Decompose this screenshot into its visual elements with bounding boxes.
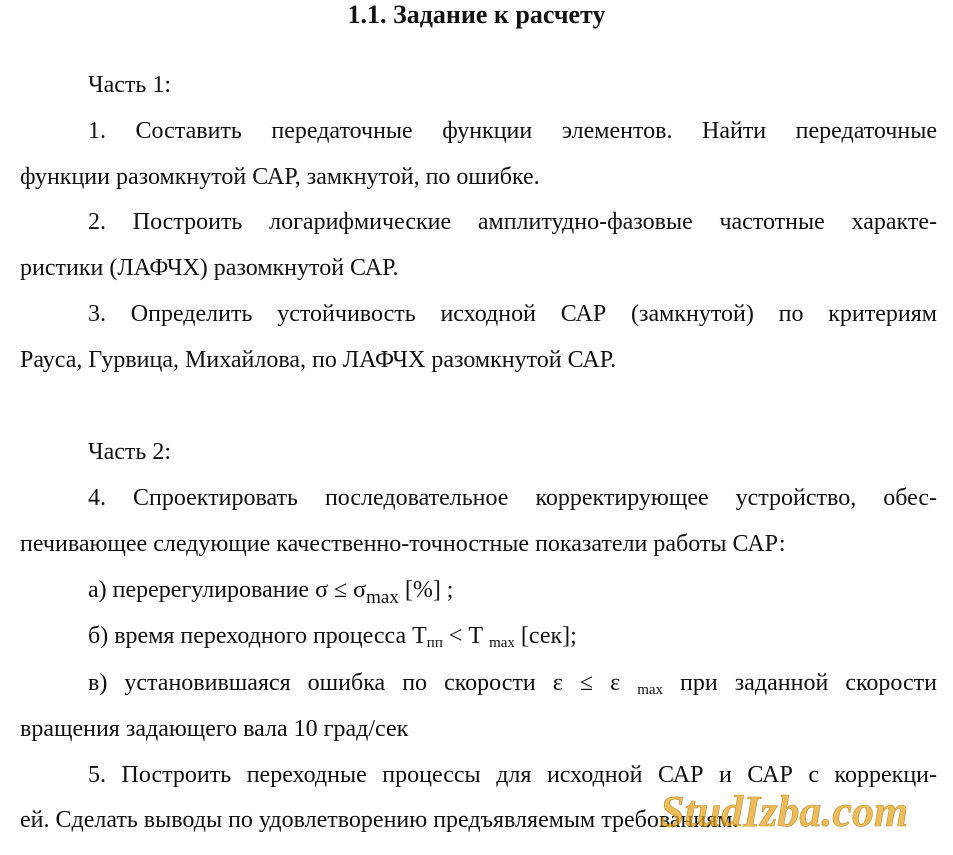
part1-heading: Часть 1: <box>88 72 172 98</box>
item1-line2: функции разомкнутой САР, замкнутой, по ошибке. <box>20 164 540 190</box>
watermark-logo-graphic <box>660 780 950 840</box>
criterion-c-suffix: при заданной скорости <box>663 670 937 696</box>
item2-line2: ристики (ЛАФЧХ) разомкнутой САР. <box>20 255 399 281</box>
criterion-b-prefix: б) время переходного процесса Т <box>88 623 427 649</box>
item3-line2: Рауса, Гурвица, Михайлова, по ЛАФЧХ разомкнутой САР. <box>20 347 617 373</box>
watermark-logo <box>660 780 950 840</box>
item5-line1: 5. Построить переходные процессы для исходной САР и САР с коррекци- <box>88 762 937 788</box>
criterion-b <box>88 621 577 658</box>
part2-heading: Часть 2: <box>88 439 172 465</box>
criterion-b-sub: пп <box>426 635 443 651</box>
item2-line1: 2. Построить логарифмические амплитудно-фазовые частотные характе- <box>88 209 937 235</box>
item4-line2: печивающее следующие качественно-точностные показатели работы САР: <box>20 531 786 557</box>
criterion-b-sub2: max <box>489 635 515 651</box>
section-title: 1.1. Задание к расчету <box>347 0 606 29</box>
criterion-c-sub: max <box>637 682 664 698</box>
criterion-a <box>88 575 453 613</box>
criterion-b-suffix: [сек]; <box>514 623 577 649</box>
criterion-c-line2: вращения задающего вала 10 град/сек <box>20 716 409 742</box>
svg-text:StudIzba.com: StudIzba.com <box>660 787 909 836</box>
criterion-c-prefix: в) установившаяся ошибка по скорости ε ≤ ε <box>88 670 638 696</box>
item1-line1: 1. Составить передаточные функции элементов. Найти передаточные <box>88 118 937 144</box>
criterion-a-suffix: [%] ; <box>398 577 454 603</box>
criterion-b-mid: < Т <box>442 623 490 649</box>
criterion-a-prefix: а) перерегулирование σ ≤ σ <box>88 577 367 603</box>
item5-line2: ей. Сделать выводы по удовлетворению предъявляемым требованиям. <box>20 807 739 833</box>
criterion-a-sub: max <box>366 587 399 608</box>
criterion-c-line1 <box>88 668 937 705</box>
item4-line1: 4. Спроектировать последовательное корректирующее устройство, обес- <box>88 485 937 511</box>
item3-line1: 3. Определить устойчивость исходной САР (замкнутой) по критериям <box>88 301 937 327</box>
